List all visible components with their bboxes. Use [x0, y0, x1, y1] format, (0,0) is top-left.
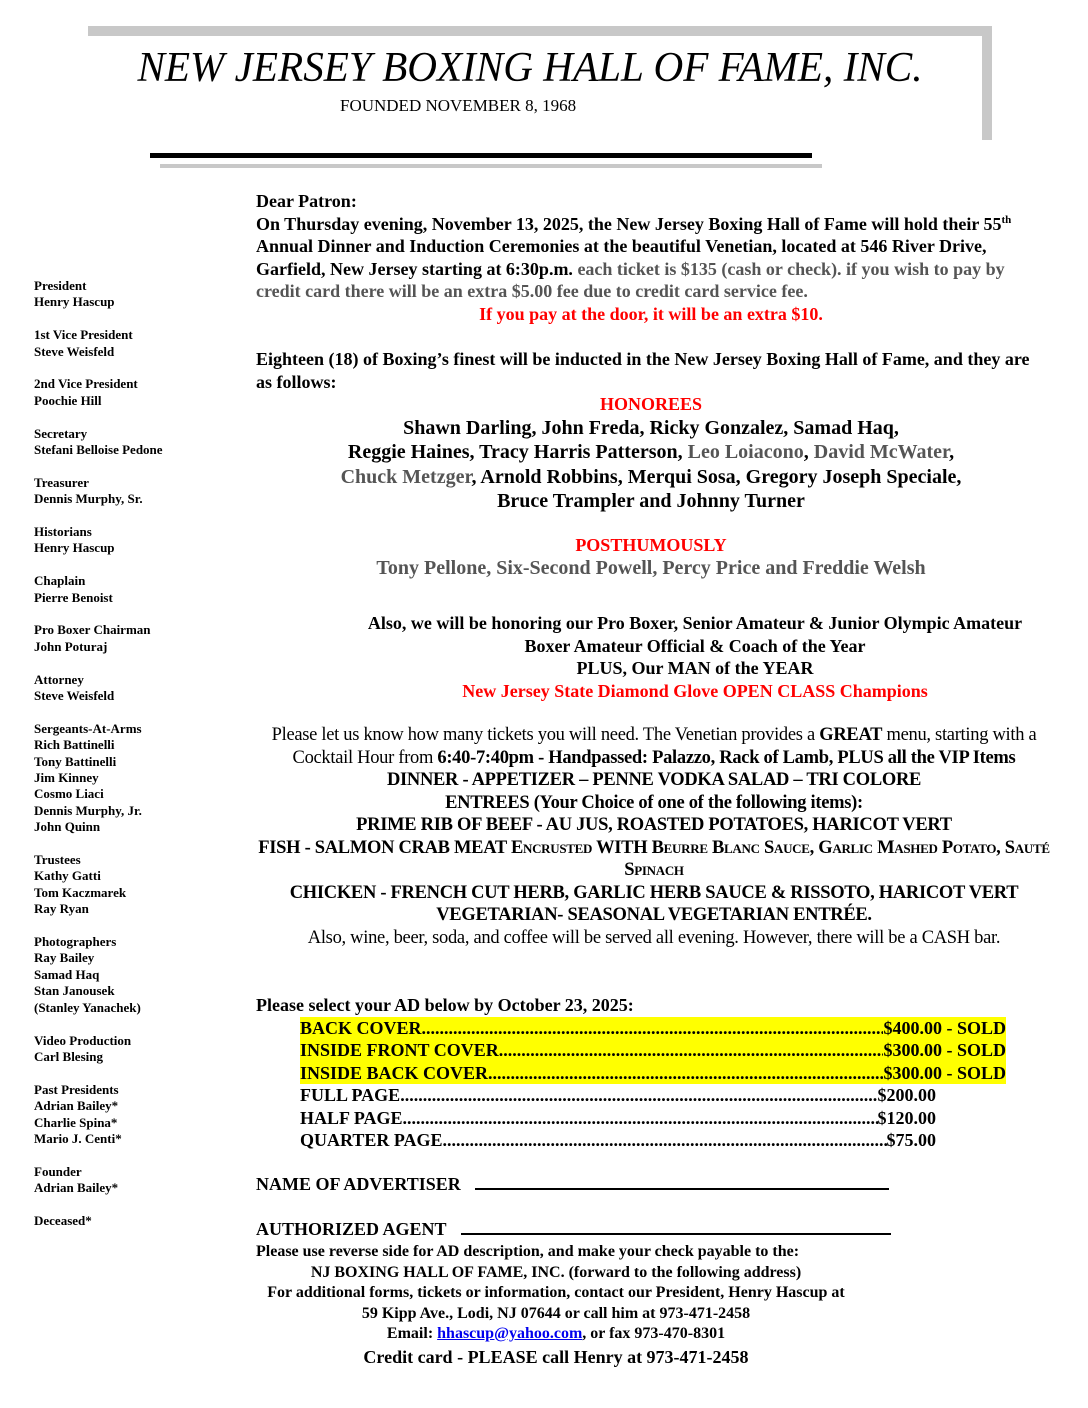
separator: ,: [803, 441, 814, 464]
officer-name: Steve Weisfeld: [34, 343, 115, 359]
advertiser-field[interactable]: [256, 1173, 1046, 1196]
menu-dinner: DINNER - APPETIZER – PENNE VODKA SALAD – TRI COLORE: [386, 770, 922, 790]
officer-role: 1st Vice President: [34, 327, 133, 343]
officer-name: Dennis Murphy, Sr.: [34, 491, 143, 507]
footer: [256, 1242, 1046, 1369]
honorees-line: Shawn Darling, John Freda, Ricky Gonzalez, Samad Haq,: [403, 416, 899, 439]
officer-name: Adrian Bailey*: [34, 1180, 119, 1196]
fax-text: , or fax 973-470-8301: [582, 1325, 726, 1342]
officer-name: Stefani Belloise Pedone: [34, 442, 163, 458]
ordinal-suffix: th: [1001, 213, 1012, 226]
officer-role: Historians: [34, 524, 92, 540]
dot-leader: [422, 1017, 884, 1040]
agent-field[interactable]: [256, 1218, 1046, 1241]
menu-intro: [254, 724, 1054, 769]
ticket-price-text: each ticket is $135 (cash or check). if you wish to pay by credit card there will be an extra $5.00 fee due to credit card service fee.: [256, 258, 1005, 301]
officer-block: [34, 1082, 234, 1148]
officer-block: [34, 426, 234, 459]
divider-grey: [160, 164, 822, 168]
honoree-text: , Arnold Robbins, Merqui Sosa, Gregory Joseph Speciale,: [471, 465, 962, 488]
ad-price: $75.00: [886, 1130, 936, 1150]
officer-block: [34, 327, 234, 360]
officer-role: 2nd Vice President: [34, 376, 138, 392]
officer-name: Henry Hascup: [34, 540, 115, 556]
ad-price: $300.00 - SOLD: [883, 1040, 1006, 1060]
officer-name: Carl Blesing: [34, 1048, 103, 1064]
menu-text: Please let us know how many tickets you will need. The Venetian provides a: [271, 725, 820, 745]
ad-name: BACK COVER: [300, 1017, 422, 1038]
org-title: NEW JERSEY BOXING HALL OF FAME, INC.: [137, 45, 923, 91]
ad-option[interactable]: [300, 1039, 1006, 1062]
honorees-heading: HONOREES: [599, 394, 703, 414]
advertiser-line[interactable]: [475, 1174, 889, 1190]
dot-leader: [403, 1107, 878, 1130]
ads-heading: Please select your AD below by October 23, 2025:: [256, 995, 634, 1015]
menu-fish: FISH - SALMON CRAB MEAT Encrusted WITH Beurre Blanc Sauce, Garlic Mashed Potato, Sauté Spinach: [258, 837, 1050, 880]
officer-role: Treasurer: [34, 474, 89, 490]
menu-chicken: CHICKEN - FRENCH CUT HERB, GARLIC HERB SAUCE & RISSOTO, HARICOT VERT: [289, 882, 1019, 903]
ad-price: $120.00: [877, 1107, 936, 1128]
menu-text: menu, starting with a Cocktail Hour from: [292, 725, 1037, 768]
officer-block: [34, 622, 234, 655]
officer-name: Charlie Spina*: [34, 1114, 118, 1130]
officer-block: [34, 721, 234, 836]
footer-line: For additional forms, tickets or information, contact our President, Henry Hascup at: [267, 1284, 845, 1301]
ad-name: INSIDE FRONT COVER: [300, 1040, 499, 1060]
menu-section: [254, 724, 1054, 949]
ad-name: INSIDE BACK COVER: [300, 1062, 489, 1083]
posthumous-list: Tony Pellone, Six-Second Powell, Percy Price and Freddie Welsh: [376, 557, 926, 580]
officer-name: Tom Kaczmarek: [34, 884, 127, 900]
ad-price: $300.00 - SOLD: [883, 1062, 1006, 1083]
officer-name: Mario J. Centi*: [34, 1130, 122, 1146]
awards-line: Also, we will be honoring our Pro Boxer, Senior Amateur & Junior Olympic Amateur: [367, 613, 1023, 633]
diamond-glove-line: New Jersey State Diamond Glove OPEN CLASS Champions: [462, 680, 928, 701]
awards-line: Boxer Amateur Official & Coach of the Year: [524, 635, 866, 656]
divider-black: [150, 153, 812, 158]
footer-line: 59 Kipp Ave., Lodi, NJ 07644 or call him at 973-471-2458: [361, 1304, 751, 1322]
menu-text: 6:40-7:40pm - Handpassed: Palazzo, Rack of Lamb, PLUS all the VIP Items: [437, 747, 1016, 768]
officer-block: [34, 1033, 234, 1066]
officer-block: [34, 852, 234, 918]
honoree-grey: Leo Loiacono: [687, 441, 804, 464]
email-label: Email:: [386, 1325, 438, 1342]
founded-date: FOUNDED NOVEMBER 8, 1968: [340, 96, 577, 115]
event-text-2: Annual Dinner and Induction Ceremonies at the beautiful Venetian, located at 546 River Drive, Garfield, New Jersey starting at 6:30p.m.: [256, 236, 987, 279]
officer-role: Trustees: [34, 852, 81, 868]
separator: ,: [949, 441, 955, 464]
officer-block: [34, 1213, 234, 1229]
ad-price: $200.00: [877, 1085, 936, 1105]
officer-name: Ray Bailey: [34, 950, 95, 966]
posthumous-heading: POSTHUMOUSLY: [575, 534, 727, 555]
officer-block: [34, 672, 234, 705]
menu-vegetarian: VEGETARIAN- SEASONAL VEGETARIAN ENTRÉE.: [436, 905, 872, 925]
officer-role: Sergeants-At-Arms: [34, 720, 142, 736]
honoree-grey: Chuck Metzger: [340, 465, 472, 488]
menu-entrees: ENTREES (Your Choice of one of the following items):: [445, 792, 863, 813]
officer-name: Stan Janousek: [34, 983, 115, 999]
officer-role: Video Production: [34, 1032, 132, 1048]
ad-option[interactable]: [300, 1107, 936, 1130]
officer-name: John Quinn: [34, 819, 101, 835]
ad-name: FULL PAGE: [300, 1085, 401, 1105]
officer-role: President: [34, 278, 87, 293]
awards-section: [300, 612, 1088, 702]
honoree-text: Reggie Haines, Tracy Harris Patterson,: [347, 441, 688, 464]
ad-name: HALF PAGE: [300, 1107, 403, 1128]
menu-drinks: Also, wine, beer, soda, and coffee will be served all evening. However, there will be a CASH bar.: [307, 927, 1001, 948]
menu-beef: PRIME RIB OF BEEF - AU JUS, ROASTED POTATOES, HARICOT VERT: [356, 815, 952, 835]
officer-name: (Stanley Yanachek): [34, 999, 141, 1015]
agent-line[interactable]: [461, 1219, 891, 1235]
inductees-section: [256, 348, 1046, 581]
advertiser-label: NAME OF ADVERTISER: [256, 1174, 461, 1194]
dot-leader: [488, 1062, 883, 1085]
email-link[interactable]: hhascup@yahoo.com: [437, 1325, 583, 1342]
officer-block: [34, 376, 234, 409]
event-paragraph: [256, 213, 1046, 303]
officer-role: Photographers: [34, 934, 117, 950]
door-note: If you pay at the door, it will be an extra $10.: [479, 303, 823, 324]
officer-name: Pierre Benoist: [34, 589, 113, 605]
dot-leader: [443, 1129, 887, 1152]
advertiser-form: [256, 1173, 1046, 1240]
officer-block: [34, 573, 234, 606]
officer-block: [34, 934, 234, 1016]
officer-name: Tony Battinelli: [34, 753, 117, 769]
ad-option[interactable]: [300, 1062, 1006, 1085]
officer-role: Secretary: [34, 425, 88, 441]
inductees-intro: Eighteen (18) of Boxing’s finest will be inducted in the New Jersey Boxing Hall of Fame, and they are as follows:: [256, 349, 1030, 392]
footer-credit-card: Credit card - PLEASE call Henry at 973-471-2458: [363, 1346, 749, 1367]
ad-option[interactable]: [300, 1017, 1006, 1040]
salutation: Dear Patron:: [256, 191, 357, 211]
footer-line: NJ BOXING HALL OF FAME, INC. (forward to the following address): [310, 1263, 802, 1281]
footer-line: Please use reverse side for AD description, and make your check payable to the:: [256, 1243, 800, 1260]
awards-line: PLUS, Our MAN of the YEAR: [576, 658, 814, 678]
menu-text: GREAT: [819, 725, 883, 745]
officer-name: Poochie Hill: [34, 392, 102, 408]
ad-price: $400.00 - SOLD: [883, 1017, 1006, 1038]
officer-block: [34, 278, 234, 311]
officer-role: Past Presidents: [34, 1081, 119, 1097]
officer-name: Henry Hascup: [34, 294, 115, 310]
letter-intro: [256, 190, 1046, 325]
officer-block: [34, 1164, 234, 1197]
honorees-line: [256, 465, 1046, 490]
officer-role: Pro Boxer Chairman: [34, 622, 151, 638]
officer-name: Adrian Bailey*: [34, 1098, 119, 1114]
honorees-line: Bruce Trampler and Johnny Turner: [497, 490, 805, 513]
officer-name: Ray Ryan: [34, 901, 89, 917]
officer-role: Deceased*: [34, 1212, 92, 1228]
officer-block: [34, 524, 234, 557]
header-border-top: [88, 26, 992, 36]
officer-name: Kathy Gatti: [34, 868, 101, 884]
officer-name: Rich Battinelli: [34, 737, 115, 753]
officer-name: Dennis Murphy, Jr.: [34, 802, 142, 818]
officer-name: Steve Weisfeld: [34, 688, 115, 704]
honorees-list: [256, 416, 1046, 514]
officer-name: John Poturaj: [34, 638, 108, 654]
footer-email-line: [256, 1324, 856, 1345]
ads-list: [256, 1017, 1046, 1152]
event-text: On Thursday evening, November 13, 2025, the New Jersey Boxing Hall of Fame will hold their 55: [256, 213, 1002, 234]
officer-role: Attorney: [34, 671, 84, 687]
ad-option[interactable]: [300, 1129, 936, 1152]
ad-option[interactable]: [300, 1084, 936, 1107]
honoree-grey: David McWater: [813, 441, 950, 464]
agent-label: AUTHORIZED AGENT: [256, 1218, 447, 1239]
officers-sidebar: [34, 278, 234, 1246]
officer-name: Jim Kinney: [34, 770, 99, 786]
honorees-line: [256, 440, 1046, 465]
officer-role: Founder: [34, 1163, 82, 1179]
officer-name: Samad Haq: [34, 966, 100, 982]
ad-name: QUARTER PAGE: [300, 1130, 443, 1150]
officer-name: Cosmo Liaci: [34, 786, 104, 802]
ads-section: [256, 994, 1046, 1152]
dot-leader: [499, 1039, 884, 1062]
dot-leader: [400, 1084, 877, 1107]
officer-role: Chaplain: [34, 573, 86, 589]
officer-block: [34, 475, 234, 508]
